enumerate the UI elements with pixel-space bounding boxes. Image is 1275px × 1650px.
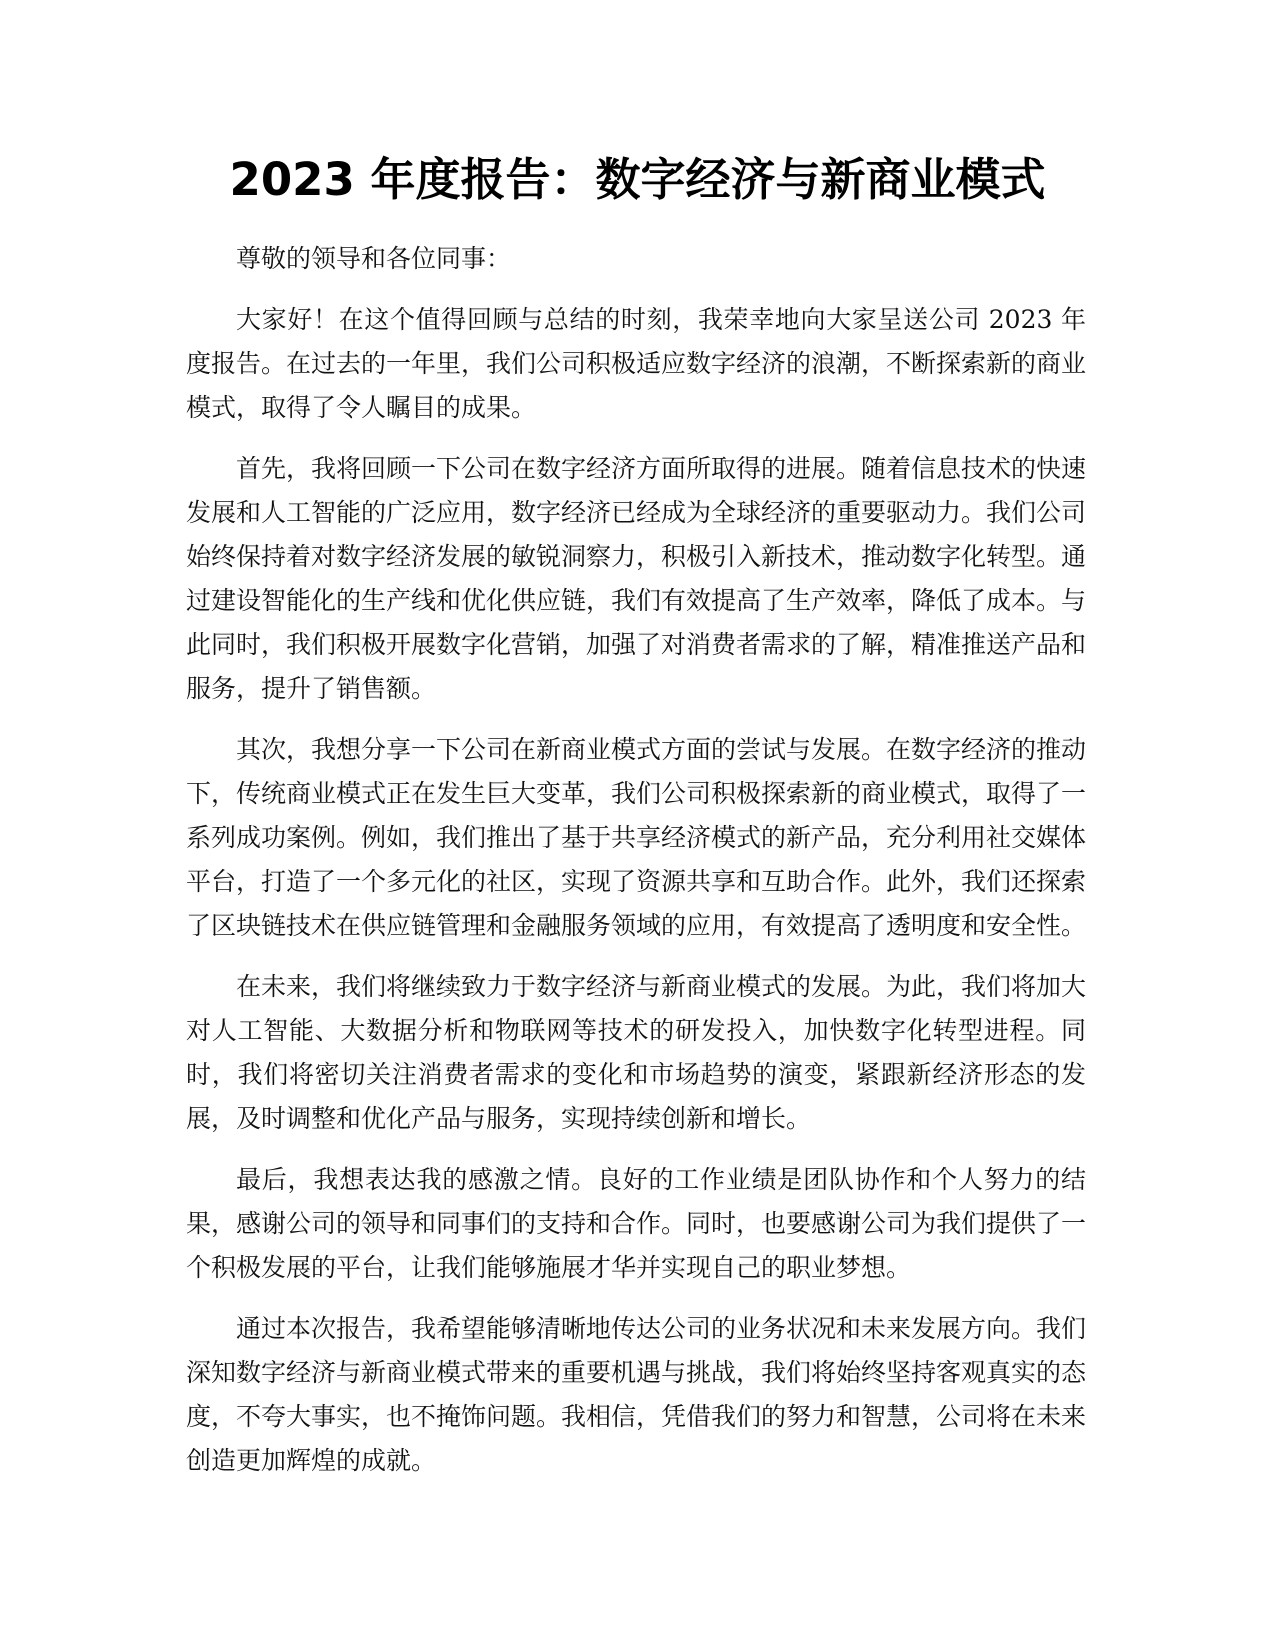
document-title: 2023 年度报告：数字经济与新商业模式 xyxy=(229,153,1046,206)
paragraph: 其次，我想分享一下公司在新商业模式方面的尝试与发展。在数字经济的推动下，传统商业模式正在发生巨大变革，我们公司积极探索新的商业模式，取得了一系列成功案例。例如，我们推出了基于共享经济模式的新产品，充分利用社交媒体平台，打造了一个多元化的社区，实现了资源共享和互助合作。此外，我们还探索了区块链技术在供应链管理和金融服务领域的应用，有效提高了透明度和安全性。 xyxy=(186,735,1087,940)
paragraph: 大家好！在这个值得回顾与总结的时刻，我荣幸地向大家呈送公司 2023 年度报告。在过去的一年里，我们公司积极适应数字经济的浪潮，不断探索新的商业模式，取得了令人瞩目的成果。 xyxy=(186,305,1087,422)
paragraph: 通过本次报告，我希望能够清晰地传达公司的业务状况和未来发展方向。我们深知数字经济与新商业模式带来的重要机遇与挑战，我们将始终坚持客观真实的态度，不夸大事实，也不掩饰问题。我相信，凭借我们的努力和智慧，公司将在未来创造更加辉煌的成就。 xyxy=(186,1314,1087,1475)
paragraph: 最后，我想表达我的感激之情。良好的工作业绩是团队协作和个人努力的结果，感谢公司的领导和同事们的支持和合作。同时，也要感谢公司为我们提供了一个积极发展的平台，让我们能够施展才华并实现自己的职业梦想。 xyxy=(186,1165,1087,1282)
paragraph: 首先，我将回顾一下公司在数字经济方面所取得的进展。随着信息技术的快速发展和人工智能的广泛应用，数字经济已经成为全球经济的重要驱动力。我们公司始终保持着对数字经济发展的敏锐洞察力，积极引入新技术，推动数字化转型。通过建设智能化的生产线和优化供应链，我们有效提高了生产效率，降低了成本。与此同时，我们积极开展数字化营销，加强了对消费者需求的了解，精准推送产品和服务，提升了销售额。 xyxy=(186,454,1087,703)
document-body xyxy=(186,237,1086,1500)
paragraph: 在未来，我们将继续致力于数字经济与新商业模式的发展。为此，我们将加大对人工智能、大数据分析和物联网等技术的研发投入，加快数字化转型进程。同时，我们将密切关注消费者需求的变化和市场趋势的演变，紧跟新经济形态的发展，及时调整和优化产品与服务，实现持续创新和增长。 xyxy=(186,972,1087,1133)
salutation: 尊敬的领导和各位同事： xyxy=(236,244,512,273)
